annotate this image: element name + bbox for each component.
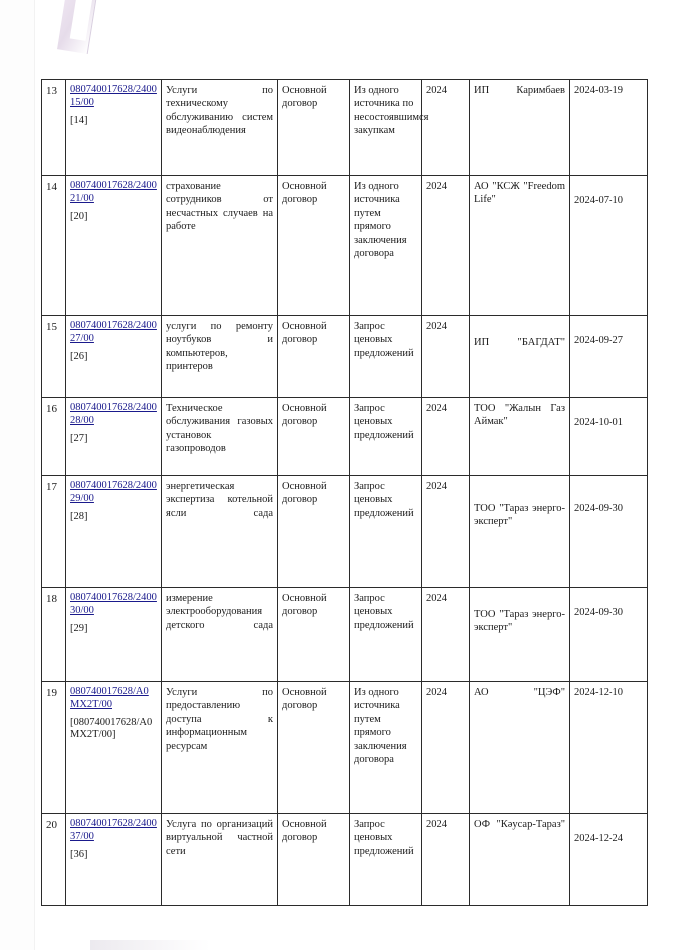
supplier: АО "ЦЭФ": [470, 682, 570, 814]
contract-code-cell: [66, 588, 162, 682]
contract-code-cell: [66, 398, 162, 476]
contracts-register-table: [41, 79, 648, 906]
contract-type: Основной договор: [278, 316, 350, 398]
row-number: 13: [42, 80, 66, 176]
procurement-method: Запрос ценовых предложений: [350, 588, 422, 682]
contract-code-link[interactable]: 080740017628/240021/00: [70, 180, 157, 204]
contract-type: Основной договор: [278, 80, 350, 176]
procurement-method: Из одного источника по несостоявшимся закупкам: [350, 80, 422, 176]
contract-code-sub: [27]: [70, 432, 88, 444]
row-number: 18: [42, 588, 66, 682]
procurement-method: Из одного источника путем прямого заключения договора: [350, 682, 422, 814]
year: 2024: [422, 476, 470, 588]
contract-code-cell: [66, 476, 162, 588]
contract-code-link[interactable]: 080740017628/240037/00: [70, 818, 157, 842]
procurement-method: Запрос ценовых предложений: [350, 398, 422, 476]
contract-date: 2024-09-30: [570, 476, 648, 588]
contract-code-link[interactable]: 080740017628/240030/00: [70, 592, 157, 616]
row-number: 17: [42, 476, 66, 588]
contract-code-link[interactable]: 080740017628/240015/00: [70, 84, 157, 108]
year: 2024: [422, 176, 470, 316]
contract-date: 2024-12-24: [570, 814, 648, 906]
contract-date: 2024-10-01: [570, 398, 648, 476]
contract-type: Основной договор: [278, 176, 350, 316]
contract-code-link[interactable]: 080740017628/А0МХ2Т/00: [70, 686, 149, 710]
supplier: ТОО "Жалын Газ Аймак": [470, 398, 570, 476]
contract-code-sub: [14]: [70, 114, 88, 126]
contract-date: 2024-09-30: [570, 588, 648, 682]
table-row: [42, 588, 648, 682]
subject-name: услуги по ремонту ноутбуков и компьютеров, принтеров: [162, 316, 278, 398]
contract-code-sub: [28]: [70, 510, 88, 522]
contract-type: Основной договор: [278, 398, 350, 476]
contract-code-sub: [36]: [70, 848, 88, 860]
table-row: [42, 476, 648, 588]
subject-name: Услуга по организаций виртуальной частной сети: [162, 814, 278, 906]
contract-code-cell: [66, 682, 162, 814]
procurement-method: Запрос ценовых предложений: [350, 476, 422, 588]
table-row: [42, 398, 648, 476]
procurement-method: Запрос ценовых предложений: [350, 316, 422, 398]
supplier: ТОО "Тараз энерго-эксперт": [470, 588, 570, 682]
contract-code-link[interactable]: 080740017628/240029/00: [70, 480, 157, 504]
contract-type: Основной договор: [278, 814, 350, 906]
contract-type: Основной договор: [278, 476, 350, 588]
contract-code-sub: [20]: [70, 210, 88, 222]
contract-code-link[interactable]: 080740017628/240028/00: [70, 402, 157, 426]
year: 2024: [422, 80, 470, 176]
table-row: [42, 316, 648, 398]
contract-type: Основной договор: [278, 682, 350, 814]
supplier: АО "КСЖ "Freedom Life": [470, 176, 570, 316]
contract-type: Основной договор: [278, 588, 350, 682]
procurement-method: Из одного источника путем прямого заключения договора: [350, 176, 422, 316]
subject-name: Услуги по предоставлению доступа к информационным ресурсам: [162, 682, 278, 814]
contract-code-sub: [29]: [70, 622, 88, 634]
table-row: [42, 682, 648, 814]
contract-date: 2024-12-10: [570, 682, 648, 814]
table-row: [42, 814, 648, 906]
table-row: [42, 176, 648, 316]
page-left-margin: [0, 0, 35, 950]
contract-code-link[interactable]: 080740017628/240027/00: [70, 320, 157, 344]
supplier: ИП Каримбаев: [470, 80, 570, 176]
supplier: ИП "БАГДАТ": [470, 316, 570, 398]
subject-name: Техническое обслуживания газовых установок газопроводов: [162, 398, 278, 476]
row-number: 14: [42, 176, 66, 316]
contract-code-sub: [26]: [70, 350, 88, 362]
year: 2024: [422, 588, 470, 682]
year: 2024: [422, 316, 470, 398]
contract-code-cell: [66, 316, 162, 398]
supplier: ТОО "Тараз энерго-эксперт": [470, 476, 570, 588]
contract-date: 2024-07-10: [570, 176, 648, 316]
procurement-method: Запрос ценовых предложений: [350, 814, 422, 906]
subject-name: Услуги по техническому обслуживанию систем видеонаблюдения: [162, 80, 278, 176]
row-number: 15: [42, 316, 66, 398]
page-bottom-smudge: [90, 940, 210, 950]
contract-date: 2024-09-27: [570, 316, 648, 398]
year: 2024: [422, 398, 470, 476]
subject-name: страхование сотрудников от несчастных случаев на работе: [162, 176, 278, 316]
contract-date: 2024-03-19: [570, 80, 648, 176]
table-row: [42, 80, 648, 176]
contract-code-cell: [66, 80, 162, 176]
row-number: 20: [42, 814, 66, 906]
subject-name: измерение электрооборудования детского сада: [162, 588, 278, 682]
year: 2024: [422, 814, 470, 906]
contract-code-sub: [080740017628/А0МХ2Т/00]: [70, 716, 153, 741]
row-number: 19: [42, 682, 66, 814]
year: 2024: [422, 682, 470, 814]
contract-code-cell: [66, 814, 162, 906]
subject-name: энергетическая экспертиза котельной ясли сада: [162, 476, 278, 588]
contract-code-cell: [66, 176, 162, 316]
row-number: 16: [42, 398, 66, 476]
supplier: ОФ "Кәусар-Тараз": [470, 814, 570, 906]
